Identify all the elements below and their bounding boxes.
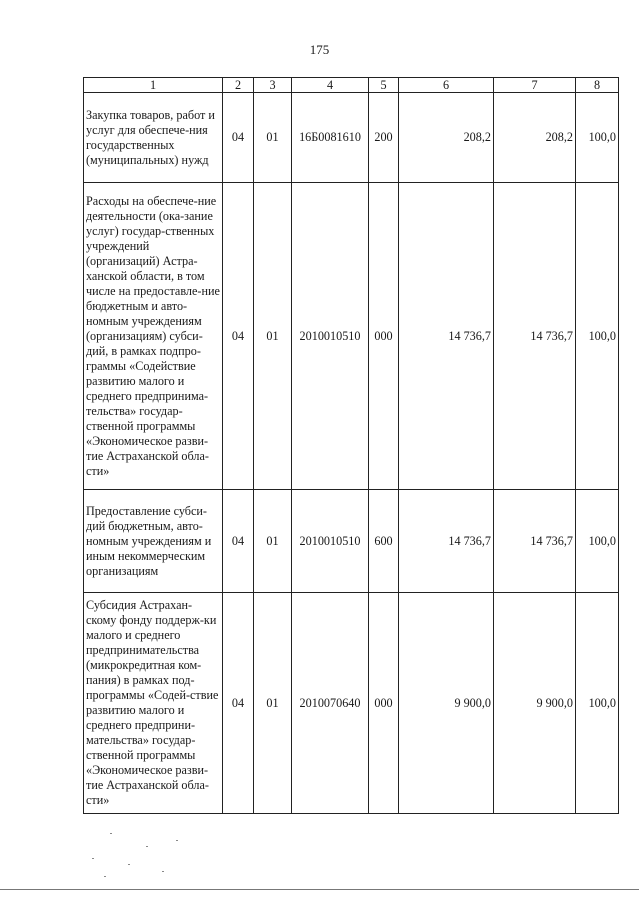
scan-speck	[146, 846, 148, 847]
row-target-code: 2010070640	[292, 593, 369, 814]
row-target-code: 2010010510	[292, 183, 369, 490]
budget-table	[83, 77, 619, 814]
row-percent: 100,0	[576, 93, 619, 183]
col-header: 4	[292, 78, 369, 93]
col-header: 3	[254, 78, 292, 93]
table-row	[84, 490, 619, 593]
row-plan-amount: 208,2	[399, 93, 494, 183]
row-name: Закупка товаров, работ и услуг для обеспече-ния государственных (муниципальных) нужд	[84, 93, 223, 183]
row-target-code: 2010010510	[292, 490, 369, 593]
table-row	[84, 593, 619, 814]
scan-speck	[110, 833, 112, 834]
scan-speck	[176, 840, 178, 841]
scan-speck	[162, 871, 164, 872]
col-header: 6	[399, 78, 494, 93]
row-percent: 100,0	[576, 593, 619, 814]
row-expense-type: 000	[369, 183, 399, 490]
row-subsection: 01	[254, 93, 292, 183]
footer-rule	[0, 889, 639, 890]
col-header: 1	[84, 78, 223, 93]
row-subsection: 01	[254, 593, 292, 814]
row-actual-amount: 14 736,7	[494, 490, 576, 593]
scan-speck	[128, 864, 130, 865]
header-row	[84, 78, 619, 93]
col-header: 5	[369, 78, 399, 93]
row-actual-amount: 14 736,7	[494, 183, 576, 490]
row-expense-type: 000	[369, 593, 399, 814]
row-plan-amount: 14 736,7	[399, 183, 494, 490]
row-section: 04	[223, 490, 254, 593]
row-plan-amount: 9 900,0	[399, 593, 494, 814]
row-expense-type: 200	[369, 93, 399, 183]
table-row	[84, 93, 619, 183]
row-subsection: 01	[254, 490, 292, 593]
row-section: 04	[223, 93, 254, 183]
row-percent: 100,0	[576, 183, 619, 490]
row-expense-type: 600	[369, 490, 399, 593]
row-plan-amount: 14 736,7	[399, 490, 494, 593]
page-number: 175	[309, 42, 330, 57]
scan-speck	[92, 858, 94, 859]
row-section: 04	[223, 183, 254, 490]
col-header: 7	[494, 78, 576, 93]
col-header: 2	[223, 78, 254, 93]
row-subsection: 01	[254, 183, 292, 490]
row-target-code: 16Б0081610	[292, 93, 369, 183]
scan-speck	[104, 876, 106, 877]
row-percent: 100,0	[576, 490, 619, 593]
row-name: Предоставление субси-дий бюджетным, авто-номным учреждениям и иным некоммерческим организациям	[84, 490, 223, 593]
col-header: 8	[576, 78, 619, 93]
table-row	[84, 183, 619, 490]
row-name: Расходы на обеспече-ние деятельности (ока-зание услуг) государ-ственных учреждений (организаций) Астра-ханской области, в том числе на предоставле-ние бюджетным и авто-номным учреждениям (организациям) субси-дий, в рамках подпро-граммы «Содействие развитию малого и среднего предпринима-тельства» государ-ственной программы «Экономическое разви-тие Астраханской обла-сти»	[84, 183, 223, 490]
row-section: 04	[223, 593, 254, 814]
row-actual-amount: 9 900,0	[494, 593, 576, 814]
row-actual-amount: 208,2	[494, 93, 576, 183]
row-name: Субсидия Астрахан-скому фонду поддерж-ки малого и среднего предпринимательства (микрокредитная ком-пания) в рамках под-программы «Содей-ствие развитию малого и среднего предприни-мательства» государ-ственной программы «Экономическое разви-тие Астраханской обла-сти»	[84, 593, 223, 814]
